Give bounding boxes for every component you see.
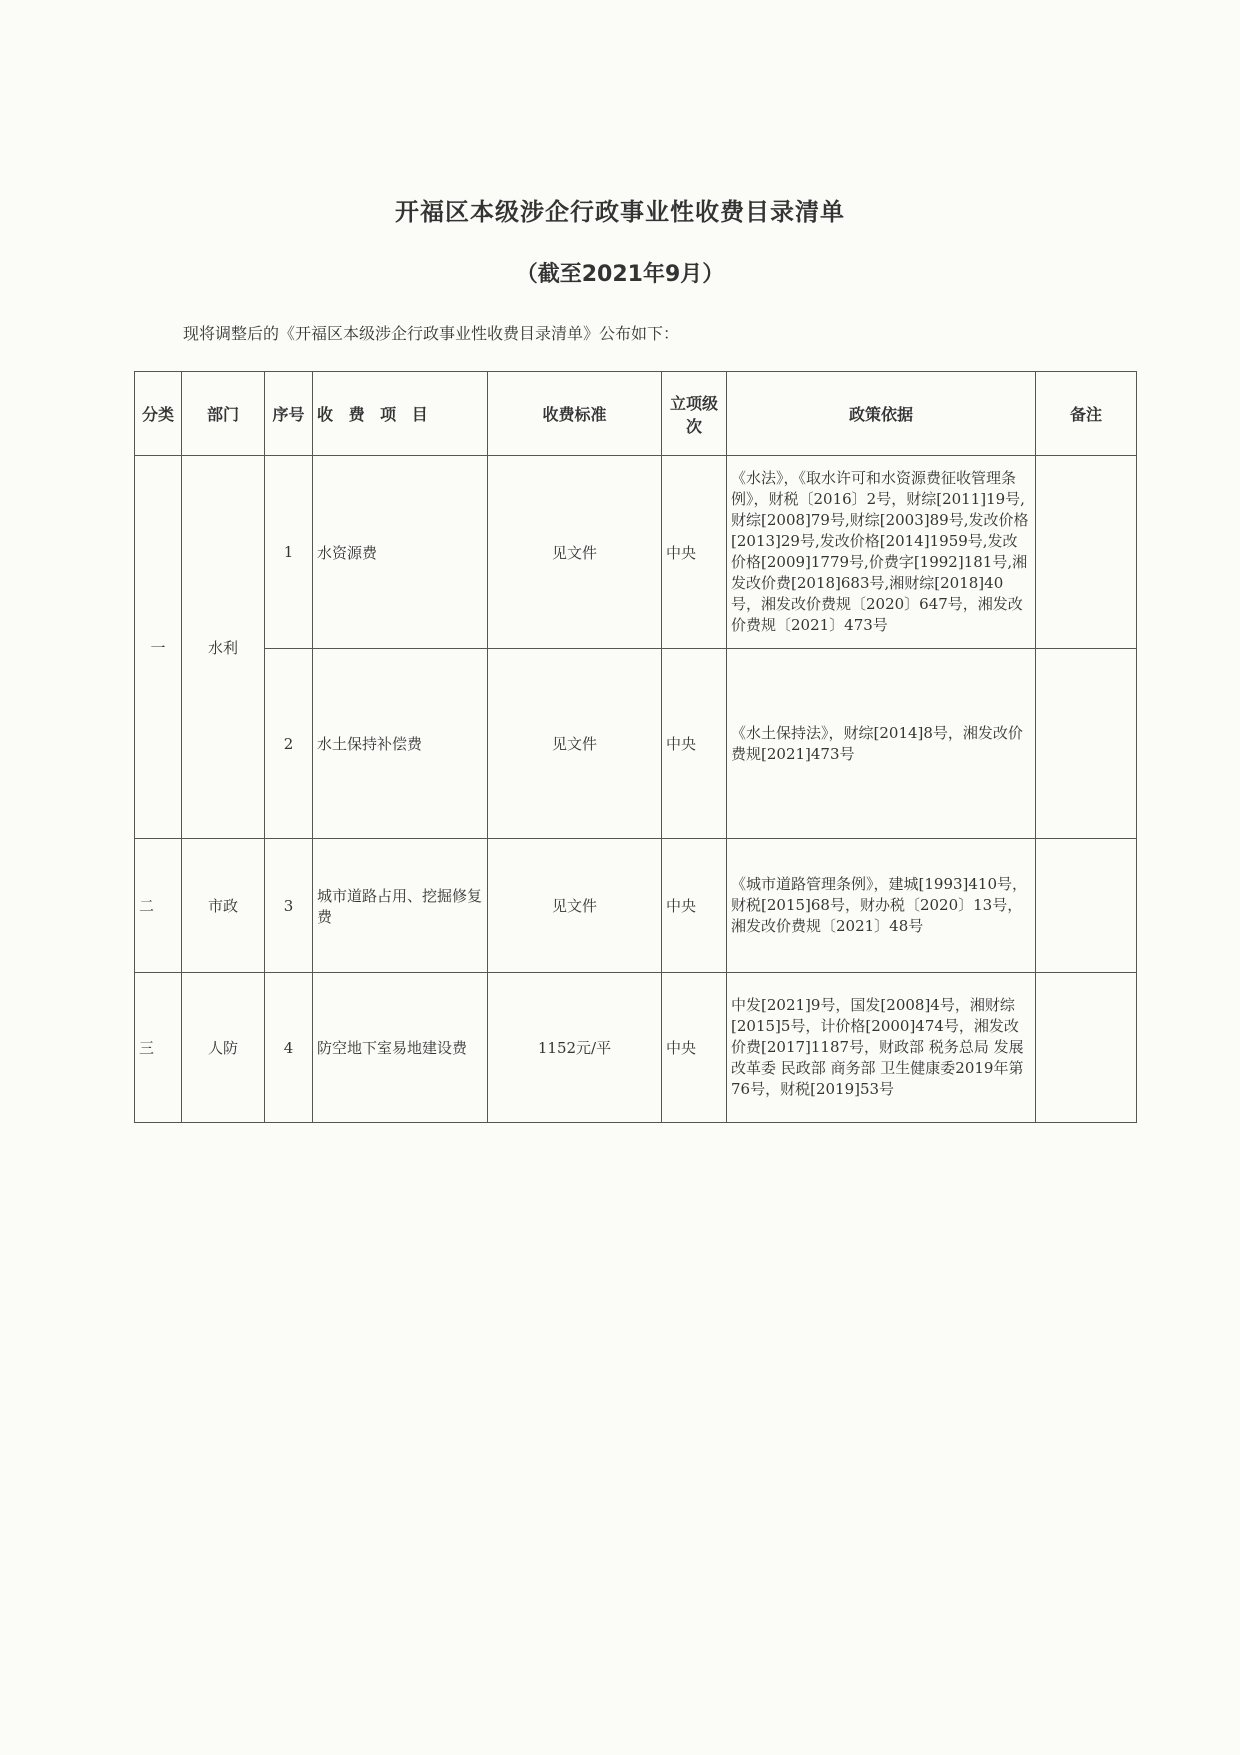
department-cell: 市政 — [182, 839, 265, 973]
table-row — [135, 649, 1137, 839]
note-cell — [1036, 839, 1137, 973]
level-cell: 中央 — [662, 839, 727, 973]
header-item: 收 费 项 目 — [313, 372, 488, 456]
header-department: 部门 — [182, 372, 265, 456]
seq-cell: 3 — [265, 839, 313, 973]
category-cell: 一 — [135, 456, 182, 839]
note-cell — [1036, 649, 1137, 839]
header-standard: 收费标准 — [488, 372, 662, 456]
note-cell — [1036, 973, 1137, 1123]
table-row — [135, 973, 1137, 1123]
standard-cell: 见文件 — [488, 649, 662, 839]
intro-paragraph: 现将调整后的《开福区本级涉企行政事业性收费目录清单》公布如下： — [183, 324, 680, 343]
header-seq: 序号 — [265, 372, 313, 456]
header-category: 分类 — [135, 372, 182, 456]
item-cell: 水资源费 — [313, 456, 488, 649]
policy-cell: 《水法》，《取水许可和水资源费征收管理条例》，财税〔2016〕2号，财综[2011]19号,财综[2008]79号,财综[2003]89号,发改价格[2013]29号,发改价格[2014]1959号,发改价格[2009]1779号,价费字[1992]181号,湘发改价费[2018]683号,湘财综[2018]40号，湘发改价费规〔2020〕647号，湘发改价费规〔2021〕473号 — [727, 456, 1036, 649]
department-cell: 水利 — [182, 456, 265, 839]
document-title: 开福区本级涉企行政事业性收费目录清单 — [395, 198, 845, 226]
department-cell: 人防 — [182, 973, 265, 1123]
table-row — [135, 456, 1137, 649]
seq-cell: 1 — [265, 456, 313, 649]
document-subtitle: （截至2021年9月） — [515, 262, 725, 287]
seq-cell: 2 — [265, 649, 313, 839]
level-cell: 中央 — [662, 649, 727, 839]
level-cell: 中央 — [662, 973, 727, 1123]
policy-cell: 《城市道路管理条例》，建城[1993]410号，财税[2015]68号，财办税〔2020〕13号，湘发改价费规〔2021〕48号 — [727, 839, 1036, 973]
level-cell: 中央 — [662, 456, 727, 649]
fee-catalog-table — [134, 371, 1137, 1123]
policy-cell: 中发[2021]9号，国发[2008]4号，湘财综[2015]5号，计价格[2000]474号，湘发改价费[2017]1187号，财政部 税务总局 发展改革委 民政部 商务部 卫生健康委2019年第76号，财税[2019]53号 — [727, 973, 1036, 1123]
standard-cell: 见文件 — [488, 456, 662, 649]
header-level: 立项级次 — [662, 372, 727, 456]
note-cell — [1036, 456, 1137, 649]
item-cell: 水土保持补偿费 — [313, 649, 488, 839]
standard-cell: 1152元/平 — [488, 973, 662, 1123]
header-policy: 政策依据 — [727, 372, 1036, 456]
policy-cell: 《水土保持法》，财综[2014]8号，湘发改价费规[2021]473号 — [727, 649, 1036, 839]
standard-cell: 见文件 — [488, 839, 662, 973]
header-note: 备注 — [1036, 372, 1137, 456]
table-row — [135, 839, 1137, 973]
seq-cell: 4 — [265, 973, 313, 1123]
table-header-row — [135, 372, 1137, 456]
category-cell: 二 — [135, 839, 182, 973]
category-cell: 三 — [135, 973, 182, 1123]
item-cell: 防空地下室易地建设费 — [313, 973, 488, 1123]
item-cell: 城市道路占用、挖掘修复费 — [313, 839, 488, 973]
